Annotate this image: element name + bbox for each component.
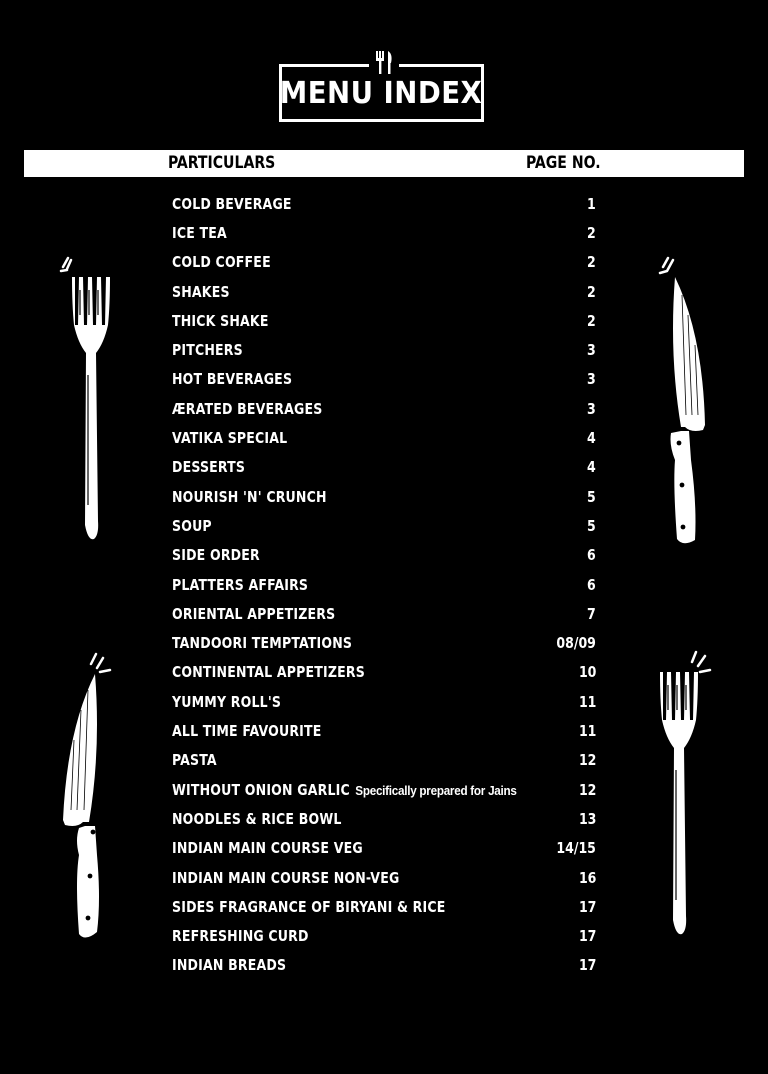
item-label: SIDES FRAGRANCE OF BIRYANI & RICE <box>172 897 446 916</box>
item-name <box>172 546 260 564</box>
item-page-number: 10 <box>578 663 596 682</box>
cutlery-icon <box>369 48 399 76</box>
item-page-number: 17 <box>578 897 596 916</box>
item-name <box>172 634 352 652</box>
item-label: PASTA <box>172 751 217 770</box>
item-name <box>172 429 287 447</box>
list-item <box>172 423 596 452</box>
item-label: ICE TEA <box>172 223 227 242</box>
item-name <box>172 341 243 359</box>
item-page-number: 12 <box>578 751 596 770</box>
item-name <box>172 722 322 740</box>
item-name <box>172 869 399 887</box>
item-label: ORIENTAL APPETIZERS <box>172 604 336 623</box>
item-name <box>172 283 230 301</box>
item-name <box>172 576 308 594</box>
list-item <box>172 834 596 863</box>
table-header <box>24 150 744 177</box>
item-name <box>172 781 517 799</box>
item-label: INDIAN BREADS <box>172 956 287 975</box>
list-item <box>172 716 596 745</box>
item-label: COLD COFFEE <box>172 253 271 272</box>
item-name <box>172 839 363 857</box>
item-page-number: 5 <box>587 487 596 506</box>
item-page-number: 13 <box>578 809 596 828</box>
list-item <box>172 394 596 423</box>
item-label: HOT BEVERAGES <box>172 370 293 389</box>
item-name <box>172 927 309 945</box>
item-page-number: 3 <box>587 399 596 418</box>
list-item <box>172 629 596 658</box>
item-name <box>172 224 227 242</box>
item-label: REFRESHING CURD <box>172 927 309 946</box>
item-label: INDIAN MAIN COURSE NON-VEG <box>172 868 400 887</box>
item-label: SHAKES <box>172 282 230 301</box>
item-label: PITCHERS <box>172 341 243 360</box>
item-page-number: 6 <box>587 575 596 594</box>
item-label: PLATTERS AFFAIRS <box>172 575 309 594</box>
item-page-number: 4 <box>587 429 596 448</box>
item-note: Specifically prepared for Jains <box>355 782 517 798</box>
item-name <box>172 458 245 476</box>
list-item <box>172 336 596 365</box>
fork-icon <box>652 650 714 940</box>
list-item <box>172 746 596 775</box>
item-name <box>172 956 286 974</box>
item-name <box>172 370 292 388</box>
item-name <box>172 810 342 828</box>
list-item <box>172 482 596 511</box>
item-page-number: 1 <box>587 194 596 213</box>
list-item <box>172 775 596 804</box>
list-item <box>172 218 596 247</box>
item-page-number: 3 <box>587 370 596 389</box>
list-item <box>172 541 596 570</box>
item-page-number: 16 <box>578 868 596 887</box>
item-page-number: 08/09 <box>556 634 596 653</box>
knife-icon <box>55 650 115 945</box>
header-page-no: PAGE NO. <box>526 153 601 173</box>
list-item <box>172 277 596 306</box>
item-label: WITHOUT ONION GARLIC <box>172 780 350 799</box>
list-item <box>172 922 596 951</box>
list-item <box>172 599 596 628</box>
item-page-number: 14/15 <box>556 839 596 858</box>
item-label: DESSERTS <box>172 458 246 477</box>
item-page-number: 17 <box>578 927 596 946</box>
item-label: ALL TIME FAVOURITE <box>172 722 322 741</box>
list-item <box>172 365 596 394</box>
item-label: INDIAN MAIN COURSE VEG <box>172 839 363 858</box>
item-page-number: 2 <box>587 223 596 242</box>
item-label: THICK SHAKE <box>172 311 269 330</box>
list-item <box>172 951 596 980</box>
item-name <box>172 195 292 213</box>
header-particulars: PARTICULARS <box>168 153 276 173</box>
item-label: SOUP <box>172 516 212 535</box>
item-label: ÆRATED BEVERAGES <box>172 399 323 418</box>
page-title: MENU INDEX <box>280 75 483 111</box>
list-item <box>172 658 596 687</box>
item-page-number: 11 <box>578 692 596 711</box>
item-name <box>172 517 212 535</box>
item-name <box>172 605 335 623</box>
item-page-number: 2 <box>587 282 596 301</box>
item-page-number: 12 <box>578 780 596 799</box>
list-item <box>172 248 596 277</box>
list-item <box>172 189 596 218</box>
item-label: TANDOORI TEMPTATIONS <box>172 634 353 653</box>
list-item <box>172 570 596 599</box>
item-name <box>172 400 322 418</box>
item-page-number: 2 <box>587 311 596 330</box>
item-label: CONTINENTAL APPETIZERS <box>172 663 365 682</box>
item-name <box>172 253 271 271</box>
item-page-number: 3 <box>587 341 596 360</box>
item-name <box>172 693 281 711</box>
item-label: NOODLES & RICE BOWL <box>172 809 342 828</box>
item-name <box>172 663 365 681</box>
item-page-number: 2 <box>587 253 596 272</box>
list-item <box>172 453 596 482</box>
item-page-number: 6 <box>587 546 596 565</box>
item-name <box>172 312 269 330</box>
item-label: NOURISH 'N' CRUNCH <box>172 487 327 506</box>
item-label: YUMMY ROLL'S <box>172 692 282 711</box>
item-page-number: 7 <box>587 604 596 623</box>
item-name <box>172 898 446 916</box>
item-label: COLD BEVERAGE <box>172 194 292 213</box>
list-item <box>172 687 596 716</box>
list-item <box>172 511 596 540</box>
item-page-number: 17 <box>578 956 596 975</box>
item-name <box>172 751 217 769</box>
item-label: SIDE ORDER <box>172 546 260 565</box>
item-label: VATIKA SPECIAL <box>172 429 288 448</box>
list-item <box>172 863 596 892</box>
list-item <box>172 892 596 921</box>
list-item <box>172 306 596 335</box>
item-page-number: 4 <box>587 458 596 477</box>
item-page-number: 5 <box>587 516 596 535</box>
item-name <box>172 488 327 506</box>
knife-icon <box>655 255 715 550</box>
item-page-number: 11 <box>578 722 596 741</box>
fork-icon <box>58 255 118 545</box>
list-item <box>172 804 596 833</box>
